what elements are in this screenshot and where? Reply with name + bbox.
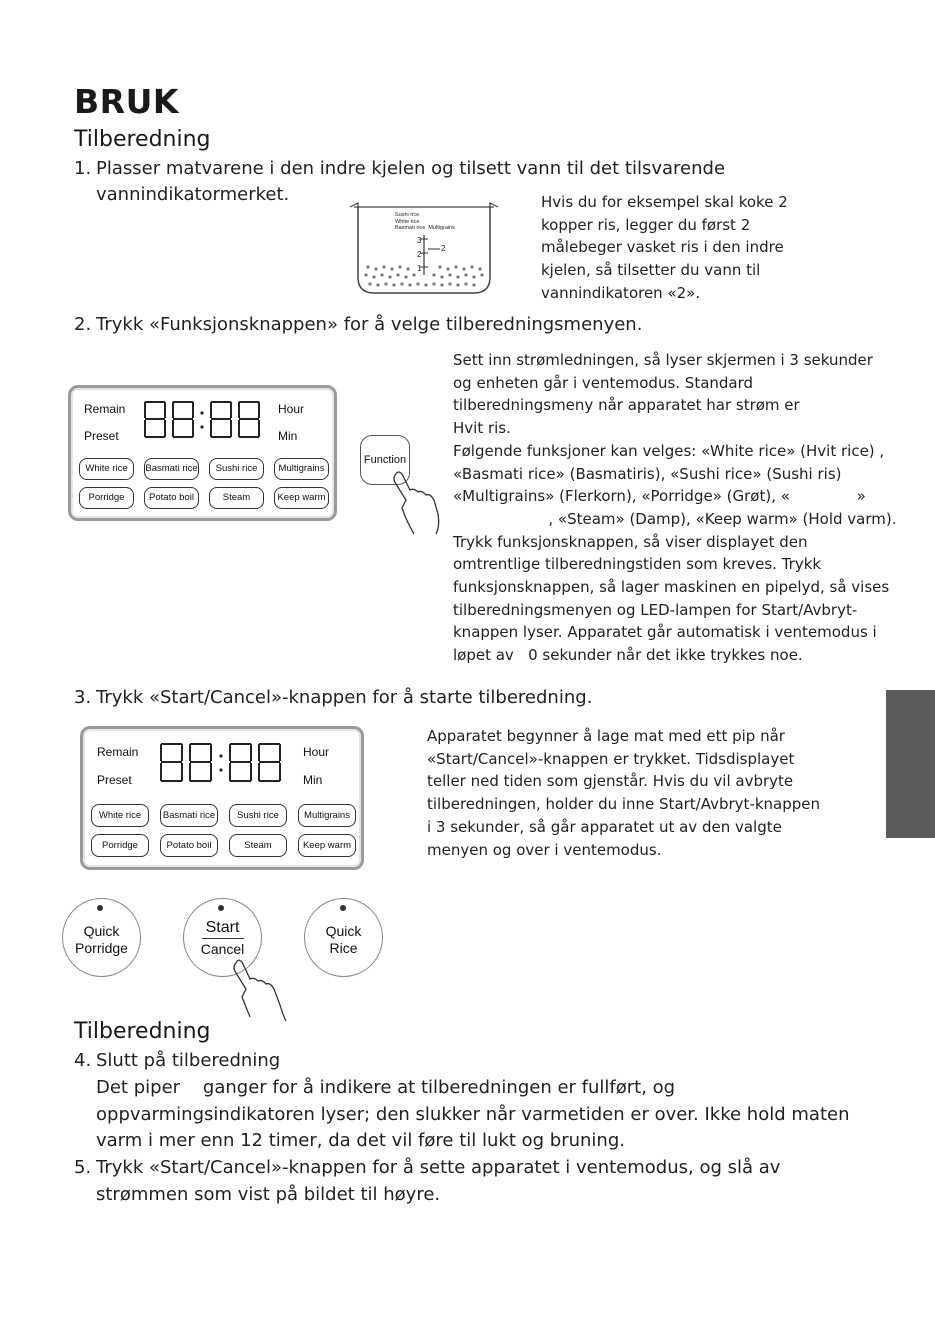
- function-button[interactable]: Function: [360, 435, 410, 485]
- control-panel-2: [80, 726, 364, 870]
- section-title: Tilberedning: [74, 1019, 211, 1044]
- porridge-button[interactable]: Porridge: [79, 487, 134, 509]
- white-rice-button[interactable]: White rice: [91, 804, 149, 827]
- section-title: Tilberedning: [74, 127, 211, 152]
- divider: [202, 938, 244, 939]
- step2-note: Sett inn strømledningen, så lyser skjermen i 3 sekunder og enheten går i ventemodus. Standard tilberedningsmeny når apparatet har strøm er Hvit ris. Følgende funksjoner kan velges: «White rice» (Hvit rice) , «Basmati rice» (Basmatiris), «Sushi rice» (Sushi ris) «Multigrains» (Flerkorn), «Porridge» (Grøt), « » , «Steam» (Damp), «Keep warm» (Hold varm). Trykk funksjonsknappen, så viser displayet den omtrentlige tilberedningstiden som kreves. Trykk funksjonsknappen, så lager maskinen en pipelyd, så vises tilberedningsmenyen og LED-lampen for Start/Avbryt- knappen lyser. Apparatet går automatisk i ventemodus i løpet av 0 sekunder når det ikke trykkes noe.: [453, 351, 897, 665]
- remain-label: Remain: [97, 745, 139, 759]
- steam-button[interactable]: Steam: [209, 487, 264, 509]
- step4-line4: varm i mer enn 12 timer, da det vil føre til lukt og bruning.: [96, 1130, 625, 1151]
- step3: 3. Trykk «Start/Cancel»-knappen for å starte tilberedning.: [74, 687, 593, 708]
- step5: 5. Trykk «Start/Cancel»-knappen for å sette apparatet i ventemodus, og slå av: [74, 1157, 781, 1178]
- multigrains-button[interactable]: Multigrains: [298, 804, 356, 827]
- remain-label: Remain: [84, 402, 126, 416]
- page-heading: BRUK: [74, 82, 179, 121]
- control-panel-1: [68, 385, 337, 521]
- segment-display: [157, 742, 293, 784]
- min-label: Min: [303, 773, 323, 787]
- pot-mark-2-right: 2: [441, 244, 446, 253]
- min-label: Min: [278, 429, 298, 443]
- steam-button[interactable]: Steam: [229, 834, 287, 857]
- pointing-hand-icon: [388, 468, 448, 538]
- step4-line3: oppvarmingsindikatoren lyser; den slukker når varmetiden er over. Ikke hold maten: [96, 1104, 850, 1125]
- step4: 4. Slutt på tilberedning: [74, 1050, 281, 1071]
- start-cancel-button[interactable]: Start Cancel: [183, 898, 262, 977]
- white-rice-button[interactable]: White rice: [79, 458, 134, 480]
- section-tab: [886, 690, 935, 838]
- porridge-button[interactable]: Porridge: [91, 834, 149, 857]
- basmati-rice-button[interactable]: Basmati rice: [160, 804, 218, 827]
- hour-label: Hour: [278, 402, 305, 416]
- pot-mark-1: 1: [417, 264, 422, 273]
- quick-rice-button[interactable]: Quick Rice: [304, 898, 383, 977]
- step1-note: Hvis du for eksempel skal koke 2 kopper ris, legger du først 2 målebeger vasket ris i den indre kjelen, så tilsetter du vann til vannindikatoren «2».: [541, 193, 788, 302]
- preset-label: Preset: [84, 429, 119, 443]
- step1: 1. Plasser matvarene i den indre kjelen og tilsett vann til det tilsvarende: [74, 158, 726, 179]
- preset-label: Preset: [97, 773, 132, 787]
- step3-note: Apparatet begynner å lage mat med ett pip når «Start/Cancel»-knappen er trykket. Tidsdisplayet teller ned tiden som gjenstår. Hvis du vil avbryte tilberedningen, holder du inne Start/Avbryt-knappen i 3 sekunder, så går apparatet ut av den valgte menyen og over i ventemodus.: [427, 727, 821, 859]
- potato-boil-button[interactable]: Potato boil: [144, 487, 199, 509]
- sushi-rice-button[interactable]: Sushi rice: [209, 458, 264, 480]
- potato-boil-button[interactable]: Potato boil: [160, 834, 218, 857]
- step2: 2. Trykk «Funksjonsknappen» for å velge tilberedningsmenyen.: [74, 314, 643, 335]
- hour-label: Hour: [303, 745, 330, 759]
- keep-warm-button[interactable]: Keep warm: [298, 834, 356, 857]
- step4-line2: Det piper ganger for å indikere at tilberedningen er fullført, og: [96, 1077, 676, 1098]
- led-indicator: [218, 905, 224, 911]
- pot-mark-3: 3: [417, 236, 422, 245]
- multigrains-button[interactable]: Multigrains: [274, 458, 329, 480]
- basmati-rice-button[interactable]: Basmati rice: [144, 458, 199, 480]
- keep-warm-button[interactable]: Keep warm: [274, 487, 329, 509]
- segment-display: [141, 400, 271, 440]
- pot-labels: Sushi rice White rice Basmati rice Multigrains: [395, 212, 455, 231]
- quick-porridge-button[interactable]: Quick Porridge: [62, 898, 141, 977]
- pot-mark-2: 2: [417, 250, 422, 259]
- step5-line2: strømmen som vist på bildet til høyre.: [96, 1184, 441, 1205]
- led-indicator: [340, 905, 346, 911]
- led-indicator: [97, 905, 103, 911]
- sushi-rice-button[interactable]: Sushi rice: [229, 804, 287, 827]
- pointing-hand-icon: [228, 955, 298, 1025]
- step1-line2: vannindikatormerket.: [96, 184, 290, 205]
